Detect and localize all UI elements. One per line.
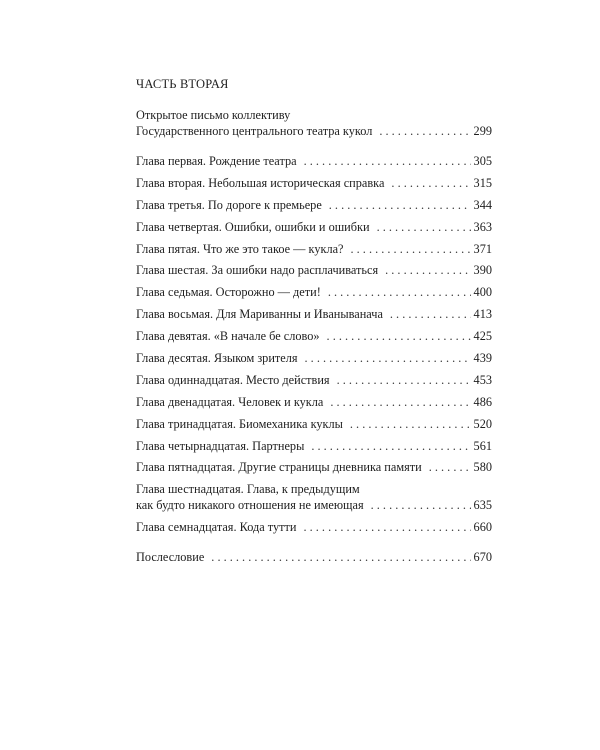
toc-entry-chapter-6	[136, 262, 492, 278]
dot-leader	[305, 350, 471, 366]
dot-leader	[303, 519, 470, 535]
toc-page-number: 425	[473, 329, 492, 344]
dot-leader	[429, 459, 471, 475]
toc-entry-epilogue	[136, 549, 492, 565]
toc-page-number: 453	[473, 372, 492, 387]
toc-page-number: 486	[473, 394, 492, 409]
dot-leader	[328, 284, 471, 300]
toc-entry-title: Глава первая. Рождение театра	[136, 154, 297, 168]
toc-entry-title: Глава седьмая. Осторожно — дети!	[136, 285, 321, 300]
toc-page-number: 363	[473, 219, 492, 234]
toc-entry-chapter-4	[136, 219, 492, 235]
toc-entry-chapter-14	[136, 438, 492, 454]
toc-entry-title: Глава пятнадцатая. Другие страницы дневника памяти	[136, 460, 422, 475]
toc-entry-title: Глава десятая. Языком зрителя	[136, 351, 298, 366]
toc-page-number: 635	[473, 498, 492, 513]
toc-entry-open-letter	[136, 107, 492, 139]
toc-entry-chapter-10	[136, 350, 492, 366]
toc-page-number: 305	[473, 154, 492, 168]
dot-leader	[329, 197, 471, 213]
toc-entry-title-line: Государственного центрального театра кукол	[136, 124, 373, 138]
dot-leader	[211, 549, 470, 565]
dot-leader	[337, 372, 471, 388]
toc-page-number: 413	[473, 307, 492, 322]
dot-leader	[304, 153, 471, 169]
toc-page-number: 344	[473, 197, 492, 212]
toc-entry-title: Глава пятая. Что же это такое — кукла?	[136, 241, 344, 256]
dot-leader	[350, 416, 471, 432]
toc-page-number: 315	[473, 175, 492, 190]
toc-entry-chapter-9	[136, 328, 492, 344]
toc-entry-title: Послесловие	[136, 550, 205, 565]
part-title: ЧАСТЬ ВТОРАЯ	[136, 77, 229, 91]
toc-entry-title-line: Открытое письмо коллективу	[136, 108, 291, 122]
toc-entry-chapter-1	[136, 153, 492, 169]
dot-leader	[327, 328, 471, 344]
dot-leader	[311, 438, 470, 454]
toc-page-number: 400	[473, 285, 492, 300]
dot-leader	[385, 262, 470, 278]
toc-entry-chapter-12	[136, 394, 492, 410]
dot-leader	[390, 306, 471, 322]
dot-leader	[377, 219, 471, 235]
toc-entry-chapter-5	[136, 241, 492, 257]
toc-entry-chapter-7	[136, 284, 492, 300]
toc-entry-title: Глава двенадцатая. Человек и кукла	[136, 394, 324, 409]
toc-entry-chapter-2	[136, 175, 492, 191]
toc-entry-chapter-11	[136, 372, 492, 388]
toc-entry-title: Глава семнадцатая. Кода тутти	[136, 520, 297, 535]
toc-entry-chapter-16	[136, 481, 492, 513]
toc-page-number: 520	[473, 416, 492, 431]
toc-entry-title: Глава одиннадцатая. Место действия	[136, 372, 330, 387]
toc-entry-chapter-13	[136, 416, 492, 432]
toc-page-number: 580	[473, 460, 492, 475]
dot-leader	[371, 497, 471, 513]
toc-entry-title: Глава тринадцатая. Биомеханика куклы	[136, 416, 343, 431]
dot-leader	[379, 123, 470, 139]
toc-page-number: 371	[473, 241, 492, 256]
toc-entry-title: Глава четырнадцатая. Партнеры	[136, 438, 305, 453]
table-of-contents	[136, 76, 492, 565]
toc-page-number: 670	[473, 550, 492, 565]
dot-leader	[330, 394, 470, 410]
toc-entry-title-line: как будто никакого отношения не имеющая	[136, 498, 364, 513]
toc-page-number: 299	[473, 124, 492, 138]
dot-leader	[391, 175, 470, 191]
toc-entry-title: Глава третья. По дороге к премьере	[136, 197, 322, 212]
dot-leader	[351, 241, 471, 257]
toc-entry-title: Глава вторая. Небольшая историческая справка	[136, 175, 385, 190]
toc-entry-chapter-17	[136, 519, 492, 535]
toc-entry-title: Глава шестая. За ошибки надо расплачиваться	[136, 263, 379, 278]
toc-entry-chapter-15	[136, 459, 492, 475]
toc-page-number: 561	[473, 438, 492, 453]
toc-entry-chapter-8	[136, 306, 492, 322]
toc-entry-title-line: Глава шестнадцатая. Глава, к предыдущим	[136, 482, 360, 497]
toc-entry-title: Глава девятая. «В начале бе слово»	[136, 329, 320, 344]
toc-page-number: 439	[473, 351, 492, 366]
toc-page-number: 390	[473, 263, 492, 278]
toc-entry-title: Глава восьмая. Для Мариванны и Иваныванача	[136, 307, 383, 322]
toc-entry-title: Глава четвертая. Ошибки, ошибки и ошибки	[136, 219, 370, 234]
toc-entry-chapter-3	[136, 197, 492, 213]
toc-page-number: 660	[473, 520, 492, 535]
